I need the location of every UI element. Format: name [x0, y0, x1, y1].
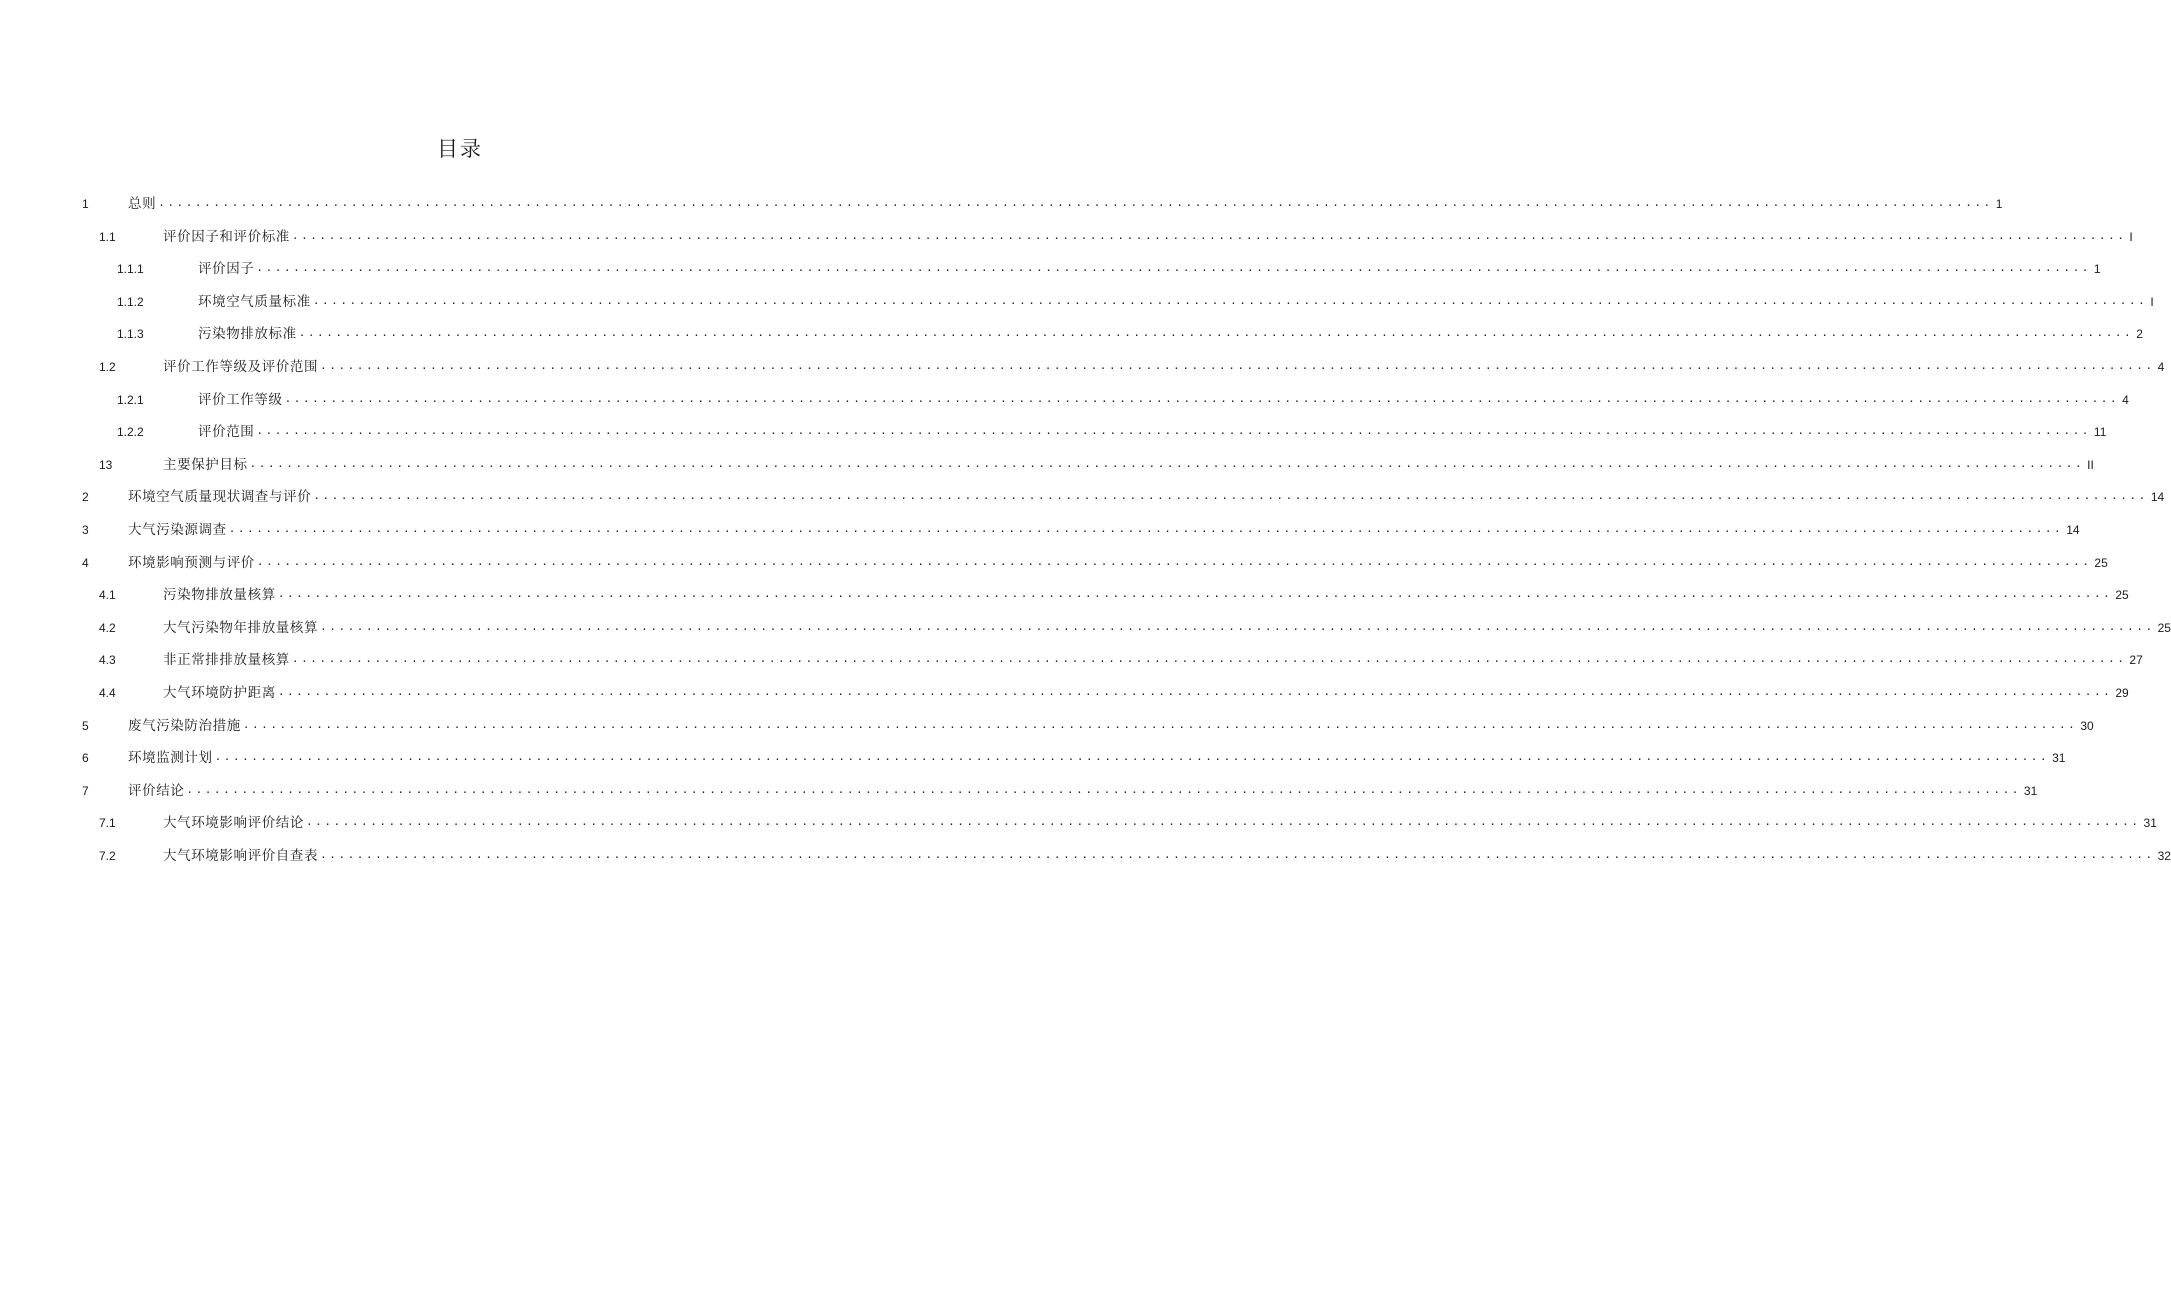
- toc-number: 1: [82, 197, 89, 211]
- toc-dot-leader: ........................................................................................................................................................................................................: [256, 424, 2091, 437]
- toc-page-number: 4: [2122, 393, 2129, 407]
- toc-number: 4.3: [99, 653, 116, 667]
- toc-row: [0, 715, 2094, 737]
- toc-page-number: 11: [2093, 425, 2107, 439]
- toc-row: [0, 258, 2101, 280]
- toc-number: 6: [82, 751, 89, 765]
- toc-entry[interactable]: [198, 389, 2129, 411]
- toc-entry[interactable]: [163, 682, 2129, 704]
- toc-number: 7: [82, 784, 89, 798]
- toc-dot-leader: ........................................................................................................................................................................................................: [186, 783, 2021, 796]
- toc-label: 评价范围: [198, 424, 255, 440]
- toc-dot-leader: ........................................................................................................................................................................................................: [291, 229, 2127, 242]
- toc-row: [0, 584, 2129, 606]
- toc-row: [0, 780, 2038, 802]
- toc-number: 1.2.2: [117, 425, 144, 439]
- toc-page-number: 30: [2080, 719, 2094, 733]
- toc-row: [0, 617, 2171, 639]
- toc-row: [0, 649, 2143, 671]
- toc-page-number: 29: [2115, 686, 2129, 700]
- toc-label: 总则: [128, 196, 157, 212]
- toc-entry[interactable]: [128, 715, 2094, 737]
- toc-entry[interactable]: [163, 649, 2143, 671]
- toc-dot-leader: ........................................................................................................................................................................................................: [320, 848, 2155, 861]
- toc-row: [0, 291, 2154, 313]
- toc-number: 1.2: [99, 360, 116, 374]
- toc-page-number: 14: [2150, 490, 2165, 504]
- toc-row: [0, 552, 2108, 574]
- toc-dot-leader: ........................................................................................................................................................................................................: [242, 718, 2078, 731]
- toc-number: 3: [82, 523, 89, 537]
- toc-label: 大气污染物年排放量核算: [163, 620, 319, 636]
- toc-row: [0, 486, 2165, 508]
- toc-label: 评价因子和评价标准: [163, 229, 290, 245]
- toc-page-number: 31: [2143, 816, 2157, 830]
- toc-number: 7.1: [99, 816, 116, 830]
- toc-label: 大气环境影响评价自查表: [163, 848, 319, 864]
- toc-page-number: 14: [2066, 523, 2080, 537]
- toc-number: 4.2: [99, 621, 116, 635]
- toc-row: [0, 454, 2094, 476]
- toc-number: 1.2.1: [117, 393, 144, 407]
- toc-number: 1.1: [99, 230, 116, 244]
- toc-dot-leader: ........................................................................................................................................................................................................: [284, 392, 2120, 405]
- toc-row: [0, 193, 2003, 215]
- toc-dot-leader: ........................................................................................................................................................................................................: [291, 652, 2127, 665]
- toc-label: 大气环境防护距离: [163, 685, 276, 701]
- toc-number: 2: [82, 490, 89, 504]
- toc-title: 目录: [437, 137, 483, 161]
- toc-number: 4: [82, 556, 89, 570]
- toc-row: [0, 747, 2066, 769]
- toc-page-number: 25: [2115, 588, 2129, 602]
- toc-row: [0, 389, 2129, 411]
- toc-entry[interactable]: [128, 780, 2038, 802]
- toc-row: [0, 682, 2129, 704]
- toc-number: 1.1.2: [117, 295, 144, 309]
- toc-row: [0, 421, 2107, 443]
- toc-page-number: 1: [2093, 262, 2101, 276]
- toc-page-number: 32: [2157, 849, 2171, 863]
- toc-entry[interactable]: [128, 519, 2080, 541]
- toc-row: [0, 519, 2080, 541]
- toc-row: [0, 356, 2165, 378]
- toc-label: 废气污染防治措施: [128, 718, 241, 734]
- toc-entry[interactable]: [198, 421, 2107, 443]
- toc-label: 评价工作等级及评价范围: [163, 359, 319, 375]
- toc-entry[interactable]: [198, 258, 2101, 280]
- toc-entry[interactable]: [198, 291, 2154, 313]
- toc-row: [0, 845, 2171, 867]
- toc-label: 污染物排放量核算: [163, 587, 276, 603]
- toc-page-number: I: [2129, 230, 2133, 244]
- toc-entry[interactable]: [163, 617, 2171, 639]
- toc-label: 环境监测计划: [128, 750, 213, 766]
- toc-number: 1.1.1: [117, 262, 144, 276]
- toc-label: 污染物排放标准: [198, 326, 297, 342]
- toc-entry[interactable]: [163, 454, 2094, 476]
- toc-row: [0, 226, 2133, 248]
- toc-entry[interactable]: [128, 193, 2003, 215]
- toc-dot-leader: ........................................................................................................................................................................................................: [249, 457, 2085, 470]
- toc-entry[interactable]: [128, 747, 2066, 769]
- toc-number: 4.4: [99, 686, 116, 700]
- toc-label: 环境空气质量标准: [198, 294, 311, 310]
- toc-dot-leader: ........................................................................................................................................................................................................: [313, 489, 2148, 502]
- toc-row: [0, 323, 2143, 345]
- toc-entry[interactable]: [163, 845, 2171, 867]
- toc-page-number: 31: [2052, 751, 2066, 765]
- toc-dot-leader: ........................................................................................................................................................................................................: [214, 750, 2050, 763]
- toc-entry[interactable]: [163, 356, 2165, 378]
- toc-row: [0, 812, 2157, 834]
- toc-page-number: 27: [2129, 653, 2143, 667]
- toc-dot-leader: ........................................................................................................................................................................................................: [228, 522, 2064, 535]
- toc-page-number: 25: [2157, 621, 2171, 635]
- toc-dot-leader: ........................................................................................................................................................................................................: [312, 294, 2148, 307]
- toc-label: 主要保护目标: [163, 457, 248, 473]
- toc-label: 评价结论: [128, 783, 185, 799]
- toc-number: 1.1.3: [117, 327, 144, 341]
- toc-number: 5: [82, 719, 89, 733]
- toc-page-number: 31: [2023, 784, 2038, 798]
- toc-label: 环境空气质量现状调查与评价: [128, 489, 312, 505]
- toc-entry[interactable]: [128, 552, 2108, 574]
- toc-page-number: 2: [2136, 327, 2143, 341]
- toc-entry[interactable]: [128, 486, 2165, 508]
- toc-dot-leader: ........................................................................................................................................................................................................: [306, 815, 2141, 828]
- toc-label: 大气污染源调查: [128, 522, 227, 538]
- toc-page-number: 1: [1995, 197, 2003, 211]
- toc-page-number: II: [2087, 458, 2094, 472]
- toc-entry[interactable]: [163, 584, 2129, 606]
- toc-entry[interactable]: [163, 812, 2157, 834]
- toc-dot-leader: ........................................................................................................................................................................................................: [298, 326, 2134, 339]
- toc-label: 评价工作等级: [198, 392, 283, 408]
- toc-number: 7.2: [99, 849, 116, 863]
- toc-number: 13: [99, 458, 113, 472]
- toc-dot-leader: ........................................................................................................................................................................................................: [320, 620, 2155, 633]
- toc-label: 环境影响预测与评价: [128, 555, 255, 571]
- toc-page-number: 25: [2094, 556, 2108, 570]
- toc-dot-leader: ........................................................................................................................................................................................................: [277, 685, 2113, 698]
- toc-dot-leader: ........................................................................................................................................................................................................: [256, 555, 2092, 568]
- toc-entry[interactable]: [163, 226, 2133, 248]
- toc-page-number: 4: [2157, 360, 2165, 374]
- toc-dot-leader: ........................................................................................................................................................................................................: [277, 587, 2113, 600]
- toc-dot-leader: ........................................................................................................................................................................................................: [158, 196, 1993, 209]
- toc-label: 非正常排排放量核算: [163, 652, 290, 668]
- toc-entry[interactable]: [198, 323, 2143, 345]
- toc-label: 评价因子: [198, 261, 255, 277]
- toc-dot-leader: ........................................................................................................................................................................................................: [320, 359, 2155, 372]
- toc-page-number: I: [2150, 295, 2154, 309]
- toc-dot-leader: ........................................................................................................................................................................................................: [256, 261, 2091, 274]
- toc-label: 大气环境影响评价结论: [163, 815, 304, 831]
- toc-number: 4.1: [99, 588, 116, 602]
